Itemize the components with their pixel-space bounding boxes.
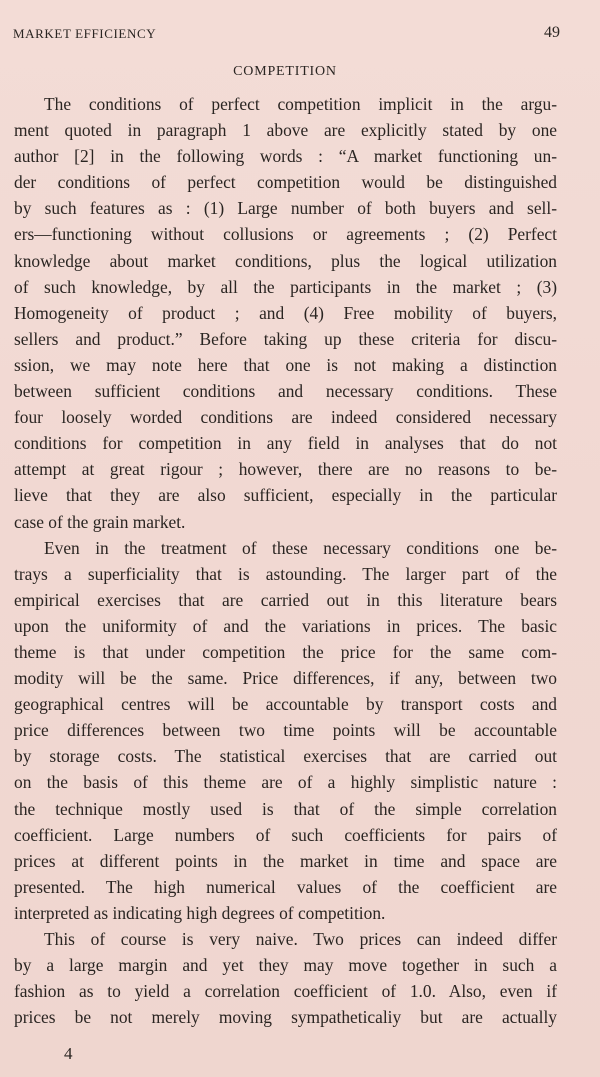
text-line: ment quoted in paragraph 1 above are explicitly stated by one xyxy=(14,120,557,141)
text-line: fashion as to yield a correlation coefficient of 1.0. Also, even if xyxy=(14,981,557,1002)
text-line: attempt at great rigour ; however, there are no reasons to be- xyxy=(14,459,557,480)
text-line: trays a superficiality that is astounding. The larger part of the xyxy=(14,563,557,584)
text-line: lieve that they are also sufficient, especially in the particular xyxy=(14,485,557,506)
text-line: prices be not merely moving sympatheticaliy but are actually xyxy=(14,1007,557,1028)
text-line: theme is that under competition the price for the same com- xyxy=(14,641,557,662)
text-line: Homogeneity of product ; and (4) Free mobility of buyers, xyxy=(14,302,557,323)
text-line: of such knowledge, by all the participants in the market ; (3) xyxy=(14,276,557,297)
text-line: by storage costs. The statistical exercises that are carried out xyxy=(14,746,557,767)
text-line: geographical centres will be accountable by transport costs and xyxy=(14,694,557,715)
text-line: price differences between two time points will be accountable xyxy=(14,720,557,741)
text-line: author [2] in the following words : “A market functioning un- xyxy=(14,146,557,167)
paragraph-2 xyxy=(14,535,557,926)
text-line: sellers and product.” Before taking up these criteria for discu- xyxy=(14,328,557,349)
text-line: by a large margin and yet they may move together in such a xyxy=(14,955,557,976)
text-line: modity will be the same. Price differences, if any, between two xyxy=(14,668,557,689)
text-line: empirical exercises that are carried out in this literature bears xyxy=(14,589,557,610)
text-line: ers—functioning without collusions or agreements ; (2) Perfect xyxy=(14,224,557,245)
text-line: knowledge about market conditions, plus the logical utilization xyxy=(14,250,557,271)
text-line: This of course is very naive. Two prices can indeed differ xyxy=(44,929,557,949)
text-line: interpreted as indicating high degrees of competition. xyxy=(14,902,386,923)
paragraph-3 xyxy=(14,926,557,1030)
text-line: The conditions of perfect competition implicit in the argu- xyxy=(44,94,557,114)
running-title: MARKET EFFICIENCY xyxy=(13,26,157,41)
text-line: the technique mostly used is that of the simple correlation xyxy=(14,798,557,819)
body-text xyxy=(14,91,557,1030)
section-heading: COMPETITION xyxy=(233,64,337,79)
text-line: der conditions of perfect competition would be distinguished xyxy=(14,172,557,193)
text-line: on the basis of this theme are of a highly simplistic nature : xyxy=(14,772,557,793)
text-line: case of the grain market. xyxy=(14,511,186,532)
text-line: Even in the treatment of these necessary conditions one be- xyxy=(44,537,557,558)
text-line: presented. The high numerical values of the coefficient are xyxy=(14,876,557,897)
paragraph-1 xyxy=(14,91,557,535)
text-line: prices at different points in the market in time and space are xyxy=(14,850,557,871)
running-head xyxy=(13,24,560,44)
text-line: by such features as : (1) Large number of both buyers and sell- xyxy=(14,198,557,219)
text-line: between sufficient conditions and necessary conditions. These xyxy=(14,381,557,402)
signature-mark: 4 xyxy=(64,1044,73,1063)
text-line: ssion, we may note here that one is not making a distinction xyxy=(14,354,557,375)
text-line: upon the uniformity of and the variations in prices. The basic xyxy=(14,615,557,636)
text-line: conditions for competition in any field in analyses that do not xyxy=(14,433,557,454)
page-number: 49 xyxy=(544,24,560,41)
text-line: four loosely worded conditions are indeed considered necessary xyxy=(14,407,557,428)
text-line: coefficient. Large numbers of such coefficients for pairs of xyxy=(14,824,557,845)
